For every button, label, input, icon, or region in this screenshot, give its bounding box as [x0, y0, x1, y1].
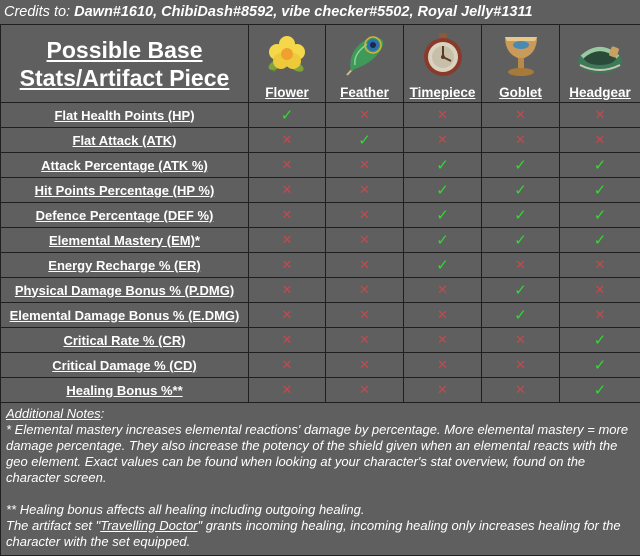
check-icon-goblet: ✓ — [482, 303, 560, 328]
stat-name: Physical Damage Bonus % (P.DMG) — [1, 278, 249, 303]
cross-icon-timepiece: ✕ — [404, 353, 482, 378]
notes-spacer — [6, 486, 636, 502]
credits-names: Dawn#1610, ChibiDash#8592, vibe checker#5502, Royal Jelly#1311 — [74, 4, 533, 20]
piece-name-feather: Feather — [340, 85, 389, 100]
notes-cell — [1, 403, 640, 556]
cross-icon-timepiece: ✕ — [404, 128, 482, 153]
table-title-cell — [1, 25, 249, 103]
cross-icon-feather: ✕ — [326, 303, 404, 328]
cross-icon-goblet: ✕ — [482, 378, 560, 403]
check-icon-timepiece: ✓ — [404, 203, 482, 228]
stat-rows — [1, 103, 640, 403]
cross-icon-feather: ✕ — [326, 153, 404, 178]
stat-name: Energy Recharge % (ER) — [1, 253, 249, 278]
cross-icon-flower: ✕ — [249, 203, 326, 228]
check-icon-headgear: ✓ — [560, 203, 640, 228]
cross-icon-headgear: ✕ — [560, 253, 640, 278]
check-icon-headgear: ✓ — [560, 328, 640, 353]
check-icon-headgear: ✓ — [560, 228, 640, 253]
table-row — [1, 253, 640, 278]
cross-icon-feather: ✕ — [326, 203, 404, 228]
cross-icon-flower: ✕ — [249, 378, 326, 403]
cross-icon-flower: ✕ — [249, 178, 326, 203]
piece-header-feather — [326, 25, 404, 103]
additional-notes — [1, 403, 640, 550]
travelling-doctor-link[interactable]: Travelling Doctor — [100, 518, 198, 533]
note-elemental-mastery: * Elemental mastery increases elemental reactions' damage by percentage. More elemental mastery = more damage percentage. They also increase the potency of the shield given when an elemental reacts with the geo element. Exact values can be found when looking at your character's stat overview, found on the character screen. — [6, 422, 629, 485]
cross-icon-flower: ✕ — [249, 328, 326, 353]
piece-header-goblet — [482, 25, 560, 103]
cross-icon-goblet: ✕ — [482, 353, 560, 378]
cross-icon-headgear: ✕ — [560, 278, 640, 303]
check-icon-headgear: ✓ — [560, 178, 640, 203]
headgear-icon — [576, 31, 624, 79]
check-icon-headgear: ✓ — [560, 378, 640, 403]
cross-icon-flower: ✕ — [249, 253, 326, 278]
piece-name-flower: Flower — [265, 85, 309, 100]
check-icon-goblet: ✓ — [482, 228, 560, 253]
cross-icon-headgear: ✕ — [560, 103, 640, 128]
note-travelling-doctor — [6, 518, 636, 550]
check-icon-timepiece: ✓ — [404, 253, 482, 278]
note-td-suffix: " grants incoming healing, incoming healing only increases healing for the character with the set equipped. — [6, 518, 621, 549]
cross-icon-feather: ✕ — [326, 228, 404, 253]
check-icon-goblet: ✓ — [482, 203, 560, 228]
piece-name-timepiece: Timepiece — [409, 85, 476, 100]
cross-icon-goblet: ✕ — [482, 253, 560, 278]
table-row — [1, 353, 640, 378]
table-row — [1, 228, 640, 253]
cross-icon-flower: ✕ — [249, 353, 326, 378]
check-icon-feather: ✓ — [326, 128, 404, 153]
notes-heading-line — [6, 406, 636, 422]
table-row — [1, 153, 640, 178]
cross-icon-flower: ✕ — [249, 153, 326, 178]
stat-name: Attack Percentage (ATK %) — [1, 153, 249, 178]
stat-name: Elemental Mastery (EM)* — [1, 228, 249, 253]
notes-heading-suffix: : — [100, 406, 105, 421]
stat-name: Flat Health Points (HP) — [1, 103, 249, 128]
goblet-icon — [497, 31, 545, 79]
table-row — [1, 378, 640, 403]
table-row — [1, 278, 640, 303]
cross-icon-feather: ✕ — [326, 328, 404, 353]
table-row — [1, 303, 640, 328]
piece-header-timepiece — [404, 25, 482, 103]
cross-icon-feather: ✕ — [326, 353, 404, 378]
check-icon-goblet: ✓ — [482, 278, 560, 303]
stat-name: Flat Attack (ATK) — [1, 128, 249, 153]
check-icon-timepiece: ✓ — [404, 228, 482, 253]
cross-icon-headgear: ✕ — [560, 303, 640, 328]
piece-name-goblet: Goblet — [499, 85, 542, 100]
stat-name: Critical Damage % (CD) — [1, 353, 249, 378]
table-title-line-1: Possible Base — [46, 36, 203, 63]
piece-header-flower — [249, 25, 326, 103]
cross-icon-timepiece: ✕ — [404, 278, 482, 303]
check-icon-timepiece: ✓ — [404, 153, 482, 178]
cross-icon-timepiece: ✕ — [404, 378, 482, 403]
note-td-prefix: The artifact set " — [6, 518, 101, 533]
stat-name: Healing Bonus %** — [1, 378, 249, 403]
credits-label: Credits to: — [4, 4, 71, 20]
check-icon-flower: ✓ — [249, 103, 326, 128]
check-icon-headgear: ✓ — [560, 353, 640, 378]
cross-icon-flower: ✕ — [249, 128, 326, 153]
cross-icon-feather: ✕ — [326, 103, 404, 128]
flower-icon — [263, 31, 311, 79]
artifact-stats-table — [0, 24, 640, 556]
cross-icon-timepiece: ✕ — [404, 303, 482, 328]
piece-name-headgear: Headgear — [569, 85, 631, 100]
cross-icon-feather: ✕ — [326, 253, 404, 278]
timepiece-icon — [419, 31, 467, 79]
table-row — [1, 203, 640, 228]
table-row — [1, 328, 640, 353]
check-icon-goblet: ✓ — [482, 153, 560, 178]
table-title-line-2: Stats/Artifact Piece — [19, 64, 230, 91]
note-healing-bonus: ** Healing bonus affects all healing including outgoing healing. — [6, 502, 365, 517]
cross-icon-timepiece: ✕ — [404, 103, 482, 128]
stat-name: Hit Points Percentage (HP %) — [1, 178, 249, 203]
table-row — [1, 128, 640, 153]
cross-icon-flower: ✕ — [249, 278, 326, 303]
stat-name: Elemental Damage Bonus % (E.DMG) — [1, 303, 249, 328]
piece-header-headgear — [560, 25, 640, 103]
table-row — [1, 103, 640, 128]
check-icon-goblet: ✓ — [482, 178, 560, 203]
check-icon-timepiece: ✓ — [404, 178, 482, 203]
cross-icon-goblet: ✕ — [482, 128, 560, 153]
notes-heading: Additional Notes — [6, 406, 101, 421]
cross-icon-flower: ✕ — [249, 228, 326, 253]
table-header-row — [1, 25, 640, 103]
cross-icon-flower: ✕ — [249, 303, 326, 328]
notes-row — [1, 403, 640, 556]
cross-icon-timepiece: ✕ — [404, 328, 482, 353]
stat-name: Defence Percentage (DEF %) — [1, 203, 249, 228]
feather-icon — [341, 31, 389, 79]
cross-icon-feather: ✕ — [326, 278, 404, 303]
credits-line — [0, 0, 640, 24]
cross-icon-goblet: ✕ — [482, 328, 560, 353]
stat-name: Critical Rate % (CR) — [1, 328, 249, 353]
check-icon-headgear: ✓ — [560, 153, 640, 178]
table-row — [1, 178, 640, 203]
cross-icon-feather: ✕ — [326, 378, 404, 403]
cross-icon-headgear: ✕ — [560, 128, 640, 153]
cross-icon-goblet: ✕ — [482, 103, 560, 128]
cross-icon-feather: ✕ — [326, 178, 404, 203]
